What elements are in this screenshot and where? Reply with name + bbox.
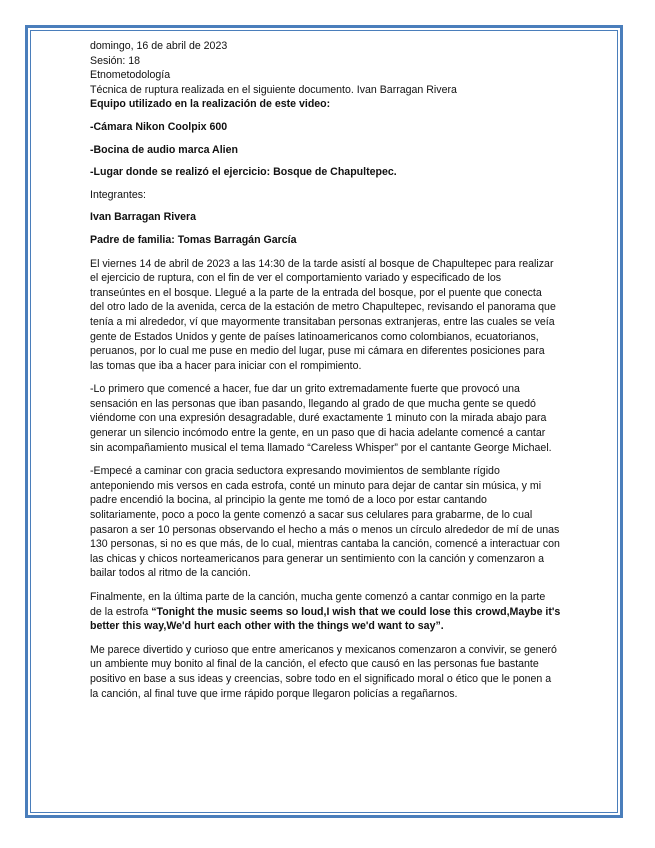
text-line: del otro lado de la avenida, cerca de la estación de metro Chapultepec, revisando el panorama que: [90, 301, 556, 314]
equipment-location: -Lugar donde se realizó el ejercicio: Bosque de Chapultepec.: [90, 166, 397, 179]
text-line: un ambiente muy bonito al final de la canción, el efecto que causó en las personas fue bastante: [90, 658, 539, 671]
subject-line: Etnometodología: [90, 69, 171, 82]
text-run: de la estrofa: [90, 605, 152, 618]
text-line: viéndome con una expresión desagradable, duré exactamente 1 minuto con la mirada abajo para: [90, 412, 547, 425]
technique-line: Técnica de ruptura realizada en el siguiente documento. Ivan Barragan Rivera: [90, 83, 457, 96]
text-line: las chicas y chicos norteamericanos para generar un sentimiento con la canción y comenzaron a: [90, 552, 545, 565]
text-line: las tomas que iba a hacer para iniciar con el rompimiento.: [90, 359, 362, 372]
members-title: Integrantes:: [90, 188, 146, 201]
text-line: -Lo primero que comencé a hacer, fue dar un grito extremadamente fuerte que provocó una: [90, 383, 520, 396]
equipment-title: Equipo utilizado en la realización de este video:: [90, 98, 331, 111]
member-parent: Padre de familia: Tomas Barragán García: [90, 233, 297, 246]
text-line: Finalmente, en la última parte de la canción, mucha gente comenzó a cantar conmigo en la parte: [90, 591, 546, 603]
text-line: padre encendió la bocina, al principio la gente me tomó de a loco por estar cantando: [90, 494, 487, 507]
text-line: sin acompañamiento musical el tema llamado “Careless Whisper” por el cantante George Michael.: [90, 441, 552, 454]
date-line: domingo, 16 de abril de 2023: [90, 40, 228, 52]
paragraph-intro: [90, 257, 575, 374]
text-line: pasaron a ser 10 personas observando el hecho a más o menos un círculo alrededor de mí de unas: [90, 523, 560, 536]
text-line: el ejercicio de ruptura, con el fin de ver el comportamiento variado y especificado de los: [90, 272, 502, 285]
text-line: solitariamente, poco a poco la gente comenzó a sacar sus celulares para grabarme, de lo cual: [90, 509, 533, 522]
equipment-camera: -Cámara Nikon Coolpix 600: [90, 120, 228, 133]
session-line: Sesión: 18: [90, 54, 141, 67]
text-line: anteponiendo mis versos en cada estrofa, conté un minuto para dejar de cantar sin música, y mi: [90, 479, 542, 492]
lyrics-quote: “Tonight the music seems so loud,I wish that we could lose this crowd,Maybe it's: [151, 605, 561, 618]
text-line: positivo en base a sus ideas y creencias, sobre todo en el significado moral o ético que le ponen a: [90, 672, 552, 685]
text-line: Me parece divertido y curioso que entre americanos y mexicanos comenzaron a convivir, se generó: [90, 643, 557, 656]
text-line: [90, 605, 575, 620]
text-line: sensación en las personas que iban pasando, llegando al grado de que mucha gente se quedó: [90, 397, 536, 410]
text-line: peruanos, por lo cual me puse en medio del lugar, puse mi cámara en diferentes posiciones para: [90, 345, 545, 358]
paragraph-scream: [90, 382, 575, 455]
text-line: bailar todos al ritmo de la canción.: [90, 567, 251, 580]
text-line: tenía a mi alrededor, ví que mayormente transitaban personas extranjeras, entre las cuales se veía: [90, 315, 555, 328]
text-line: 130 personas, si no es que más, de lo cual, mientras cantaba la canción, comencé a interactuar con: [90, 538, 560, 551]
text-line: generar un silencio incómodo entre la gente, en un paso que di hacia adelante comencé a cantar: [90, 427, 546, 440]
lyrics-quote-end: better this way,We'd hurt each other with the things we'd want to say”.: [90, 620, 444, 633]
equipment-speaker: -Bocina de audio marca Alien: [90, 143, 238, 156]
text-line: la canción, al final tuve que irme rápido porque llegaron policías a regañarnos.: [90, 687, 458, 700]
member-student: Ivan Barragan Rivera: [90, 211, 196, 224]
document-body: [90, 39, 575, 701]
text-line: transeúntes en el bosque. Llegué a la parte de la entrada del bosque, por el puente que conecta: [90, 286, 542, 299]
text-line: El viernes 14 de abril de 2023 a las 14:30 de la tarde asistí al bosque de Chapultepec para realizar: [90, 257, 554, 270]
text-line: -Empecé a caminar con gracia seductora expresando movimientos de semblante rígido: [90, 465, 500, 478]
paragraph-finale: [90, 590, 575, 634]
text-line: gente de Estados Unidos y gente de países latinoamericanos como colombianos, ecuatorianos,: [90, 330, 539, 343]
paragraph-conclusion: [90, 643, 575, 701]
paragraph-dance: [90, 464, 575, 581]
